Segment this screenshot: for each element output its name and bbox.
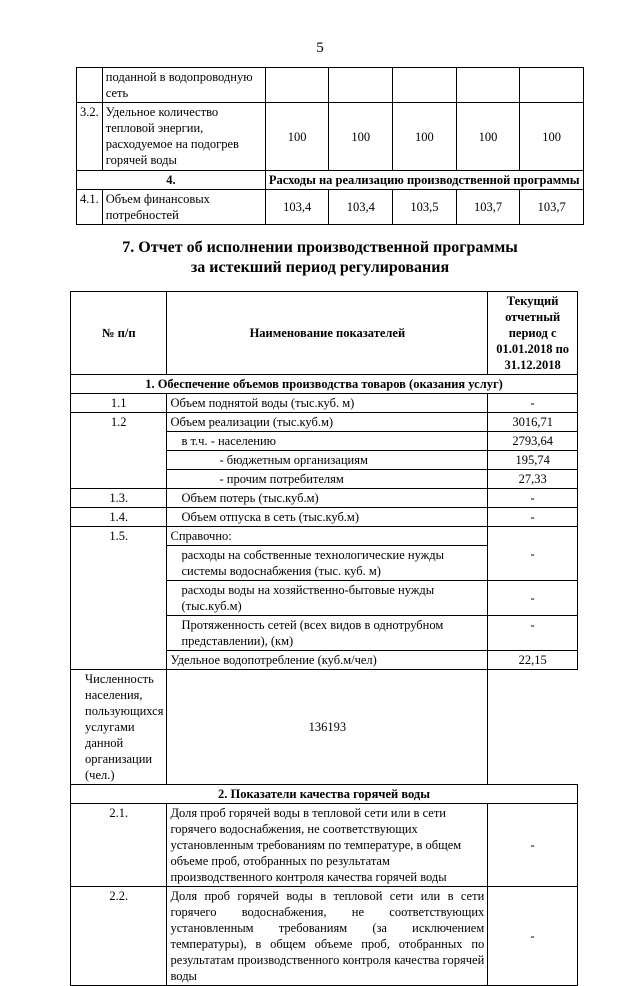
row-label: расходы на собственные технологические нужды системы водоснабжения (тыс. куб. м) [167, 546, 488, 581]
value-cell: 100 [520, 103, 584, 171]
table-row [71, 394, 578, 413]
row-value: - [488, 527, 578, 581]
table-row [77, 190, 584, 225]
row-value: - [488, 508, 578, 527]
row-num: 2.1. [71, 804, 167, 887]
row-label: Доля проб горячей воды в тепловой сети или в сети горячего водоснабжения, не соответствующих установленным требованиям по температуре, в общем объеме проб, отобранных по результатам производственного контроля качества горячей воды [167, 804, 488, 887]
row-value: 22,15 [488, 651, 578, 670]
row-label: Протяженность сетей (всех видов в однотрубном представлении), (км) [167, 616, 488, 651]
row-num: 1.4. [71, 508, 167, 527]
row-label: Удельное количество тепловой энергии, расходуемое на подогрев горячей воды [102, 103, 265, 171]
table-row [77, 103, 584, 171]
row-label: Объем реализации (тыс.куб.м) [167, 413, 488, 432]
value-cell: 100 [329, 103, 393, 171]
row-num: 1.2 [71, 413, 167, 489]
row-label: Объем потерь (тыс.куб.м) [167, 489, 488, 508]
value-cell: 103,7 [456, 190, 520, 225]
section-num: 4. [77, 171, 266, 190]
row-num-cell [77, 68, 103, 103]
section-title: 1. Обеспечение объемов производства товаров (оказания услуг) [71, 375, 578, 394]
section-title: Расходы на реализацию производственной программы [265, 171, 583, 190]
row-value: 195,74 [488, 451, 578, 470]
row-value: 27,33 [488, 470, 578, 489]
table-row [71, 489, 578, 508]
value-cell: 100 [265, 103, 329, 171]
section-row [71, 375, 578, 394]
table-row [71, 670, 578, 785]
row-num: 3.2. [77, 103, 103, 171]
section-heading [0, 238, 640, 278]
row-num: 1.5. [71, 527, 167, 670]
row-label: - бюджетным организациям [167, 451, 488, 470]
row-num: 2.2. [71, 887, 167, 986]
row-num: 1.1 [71, 394, 167, 413]
value-cell: 100 [456, 103, 520, 171]
table-row [71, 804, 578, 887]
value-cell: 103,4 [265, 190, 329, 225]
header-name: Наименование показателей [167, 292, 488, 375]
header-period: Текущий отчетный период с 01.01.2018 по 31.12.2018 [488, 292, 578, 375]
header-row [71, 292, 578, 375]
row-label: Объем поднятой воды (тыс.куб. м) [167, 394, 488, 413]
row-label: Объем финансовых потребностей [102, 190, 265, 225]
row-value: - [488, 616, 578, 651]
row-label: Объем отпуска в сеть (тыс.куб.м) [167, 508, 488, 527]
section-row [71, 785, 578, 804]
table-row [71, 508, 578, 527]
row-label: - прочим потребителям [167, 470, 488, 489]
table-row [71, 887, 578, 986]
heading-line-1: 7. Отчет об исполнении производственной программы [122, 239, 518, 256]
row-label: Доля проб горячей воды в тепловой сети или в сети горячего водоснабжения, не соответствующих установленным требованиям (за исключением температуры), в общем объеме проб, отобранных по результатам производственного контроля качества горячей воды [167, 887, 488, 986]
row-value: - [488, 489, 578, 508]
table-row [71, 527, 578, 546]
section-title: 2. Показатели качества горячей воды [71, 785, 578, 804]
indicators-table-continued [76, 67, 584, 225]
row-value: - [488, 887, 578, 986]
heading-line-2: за истекший период регулирования [190, 259, 450, 276]
row-label: в т.ч. - населению [167, 432, 488, 451]
row-label: поданной в водопроводную сеть [102, 68, 265, 103]
page-number: 5 [316, 40, 324, 56]
row-value: 3016,71 [488, 413, 578, 432]
row-label: Справочно: [167, 527, 488, 546]
row-num: 1.3. [71, 489, 167, 508]
row-value: 2793,64 [488, 432, 578, 451]
row-value: - [488, 581, 578, 616]
value-cell: 103,7 [520, 190, 584, 225]
row-num: 4.1. [77, 190, 103, 225]
row-value: - [488, 394, 578, 413]
table-row [71, 413, 578, 432]
header-num: № п/п [71, 292, 167, 375]
row-value: 136193 [167, 670, 488, 785]
row-label: Удельное водопотребление (куб.м/чел) [167, 651, 488, 670]
table-row [77, 68, 584, 103]
row-value: - [488, 804, 578, 887]
row-label: расходы воды на хозяйственно-бытовые нужды (тыс.куб.м) [167, 581, 488, 616]
section-row [77, 171, 584, 190]
value-cell: 103,4 [329, 190, 393, 225]
report-table [70, 291, 578, 986]
row-label: Численность населения, пользующихся услугами данной организации (чел.) [71, 670, 167, 785]
value-cell: 103,5 [393, 190, 457, 225]
value-cell: 100 [393, 103, 457, 171]
